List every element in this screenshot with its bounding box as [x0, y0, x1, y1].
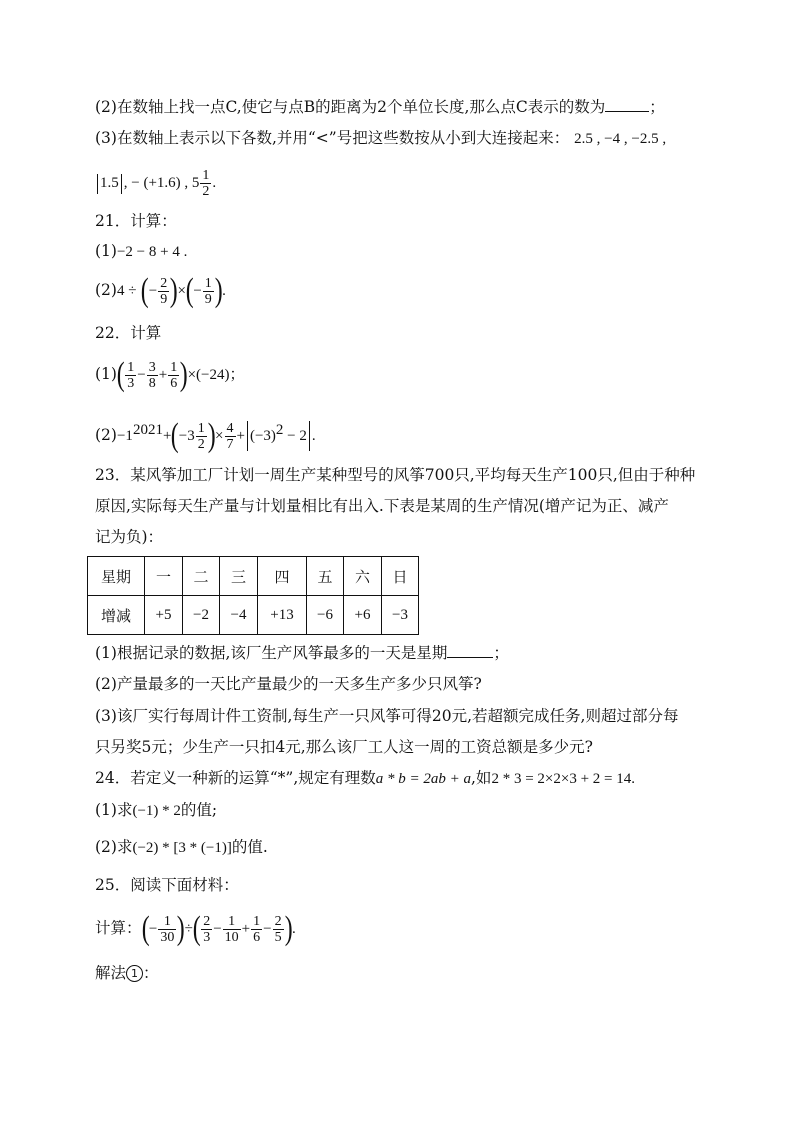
table-cell: 二 [183, 557, 220, 596]
fraction: $\frac{2}{3}$ [203, 913, 211, 945]
q20-part3: (3)在数轴上表示以下各数,并用“<”号把这些数按从小到大连接起来： 2.5 , −4 , −2.5 , [95, 129, 667, 147]
fraction: $\frac{1}{3}$ [127, 359, 135, 391]
q25-calculation: 计算：(− $\frac{1}{30}$ )÷( $\frac{2}{3}$ − $\frac{1}{10}$ + $\frac{1}{6}$ − $\frac{2}{5}$ ). [95, 910, 296, 947]
q23-line2: 原因,实际每天生产量与计划量相比有出入.下表是某周的生产情况(增产记为正、减产 [95, 497, 669, 515]
fraction: $\frac{1}{30}$ [160, 913, 175, 945]
q23-part3-line2: 只另奖5元；少生产一只扣4元,那么该厂工人这一周的工资总额是多少元? [95, 738, 593, 756]
q23-part1: (1)根据记录的数据,该厂生产风筝最多的一天是星期 ； [95, 644, 509, 662]
table-cell: 六 [344, 557, 382, 596]
table-cell: +13 [258, 596, 307, 635]
table-cell: +6 [344, 596, 382, 635]
table-cell: −2 [183, 596, 220, 635]
q23-part3-line1: (3)该厂实行每周计件工资制,每生产一只风筝可得20元,若超额完成任务,则超过部分每 [95, 707, 679, 725]
q21-part1: (1)−2 − 8 + 4 . [95, 242, 188, 260]
fraction: $\frac{1}{2}$ [202, 168, 210, 199]
q25-title: 25．阅读下面材料： [95, 876, 239, 894]
abs-bar [121, 174, 122, 194]
table-cell: 日 [382, 557, 419, 596]
q22-title: 22．计算 [95, 324, 162, 342]
q22-part1: (1)( $\frac{1}{3}$ − $\frac{3}{8}$ + $\frac{1}{6}$ )×(−24)； [95, 356, 245, 393]
q24-part1: (1)求(−1) * 2的值; [95, 801, 218, 819]
production-table [87, 556, 419, 635]
fraction: $\frac{1}{6}$ [170, 359, 178, 391]
fraction: $\frac{1}{10}$ [224, 913, 239, 945]
answer-blank[interactable] [447, 643, 493, 658]
table-cell: 五 [307, 557, 344, 596]
fraction: $\frac{1}{6}$ [253, 913, 261, 945]
table-row [88, 596, 419, 635]
table-header-cell: 增减 [88, 596, 145, 635]
table-cell: −4 [220, 596, 258, 635]
q23-part2: (2)产量最多的一天比产量最少的一天多生产多少只风筝? [95, 675, 482, 693]
abs-bar [97, 174, 98, 194]
q25-method-label: 解法 1 ： [95, 964, 159, 982]
table-cell: +5 [145, 596, 183, 635]
table-cell: 四 [258, 557, 307, 596]
q23-line1: 23．某风筝加工厂计划一周生产某种型号的风筝700只,平均每天生产100只,但由于种种 [95, 466, 696, 484]
q21-title: 21．计算： [95, 212, 177, 230]
abs-bar [247, 421, 248, 451]
q20-part3-numbers: 1.5 , − (+1.6) , 5 $\frac{1}{2}$ . [95, 168, 216, 199]
q21-part2: (2)4 ÷ (− $\frac{2}{9}$ )×(− $\frac{1}{9}$ ). [95, 272, 226, 309]
q23-line3: 记为负)： [95, 528, 164, 546]
q22-part2: $(2)-1^{2021}+(-3$ $\frac{1}{2}$ )× $\frac{4}{7}$ + $(-3)^2 - 2$ . [95, 417, 316, 455]
circled-number-icon: 1 [126, 965, 143, 982]
fraction: $\frac{1}{2}$ [197, 420, 205, 452]
table-cell: 一 [145, 557, 183, 596]
answer-blank[interactable] [605, 97, 649, 112]
table-row [88, 557, 419, 596]
table-cell: −6 [307, 596, 344, 635]
q24-definition: 24．若定义一种新的运算“*”,规定有理数a * b = 2ab + a,如2 * 3 = 2×2×3 + 2 = 14. [95, 769, 635, 787]
fraction: $\frac{1}{9}$ [204, 275, 212, 307]
table-header-cell: 星期 [88, 557, 145, 596]
q24-part2: (2)求(−2) * [3 * (−1)]的值. [95, 838, 268, 856]
q20-part2: (2)在数轴上找一点C,使它与点B的距离为2个单位长度,那么点C表示的数为 ； [95, 98, 665, 116]
fraction: $\frac{4}{7}$ [226, 420, 234, 452]
table-cell: 三 [220, 557, 258, 596]
abs-bar [309, 421, 310, 451]
fraction: $\frac{2}{5}$ [274, 913, 282, 945]
fraction: $\frac{3}{8}$ [148, 359, 156, 391]
table-cell: −3 [382, 596, 419, 635]
fraction: $\frac{2}{9}$ [160, 275, 168, 307]
